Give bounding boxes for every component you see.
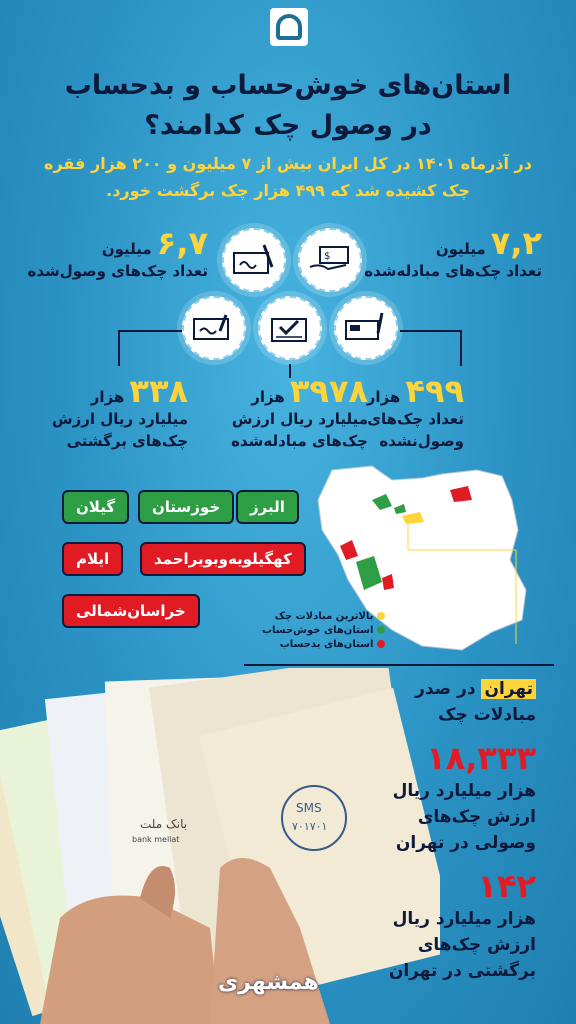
stat-value: ۳۹۷۸ <box>289 372 368 410</box>
stat-value: ۴۹۹ <box>405 372 464 410</box>
hand-check-icon <box>298 228 362 292</box>
stat-label: وصول‌نشده <box>379 432 464 450</box>
stat-label: تعداد چک‌های مبادله‌شده <box>364 262 542 280</box>
legend-dot-icon <box>377 640 385 648</box>
stat-label: تعداد چک‌های وصول‌شده <box>27 262 208 280</box>
stat-value: ۶,۷ <box>156 224 208 262</box>
legend-dot-icon <box>377 626 385 634</box>
legend-label: بالاترین مبادلات چک <box>274 611 374 622</box>
tehran-bounced-label: ارزش چک‌های <box>417 935 536 955</box>
stat-label: تعداد چک‌های <box>367 410 464 428</box>
check-checkmark-icon <box>258 296 322 360</box>
stat-unit: میلیون <box>101 240 152 258</box>
tehran-collected-label: ارزش چک‌های <box>417 807 536 827</box>
intro-line-1: در آذرماه ۱۴۰۱ در کل ایران بیش از ۷ میلیون و ۲۰۰ هزار فقره <box>44 154 532 173</box>
tehran-bounced-label: برگشتی در تهران <box>388 961 536 981</box>
bank-name-en: bank mellat <box>132 835 180 844</box>
stat-unit: هزار <box>251 388 285 406</box>
stat-label: چک‌های مبادله‌شده <box>231 432 368 450</box>
connector-right <box>400 330 462 366</box>
stat-unit: میلیون <box>435 240 486 258</box>
tehran-highlight: تهران <box>481 679 536 699</box>
signed-check-icon <box>222 228 286 292</box>
stat-exchanged-count <box>352 226 542 282</box>
bank-name-text: بانک ملت <box>140 817 188 831</box>
legend-label: استان‌های بدحساب <box>279 639 374 650</box>
page-title <box>30 66 546 146</box>
title-line-2: در وصول چک کدامند؟ <box>144 110 432 141</box>
tehran-collected-value: ۱۸,۳۳۳ <box>426 739 536 777</box>
stat-value: ۳۳۸ <box>129 372 188 410</box>
tehran-lead-2: مبادلات چک <box>438 705 536 725</box>
stat-label: چک‌های برگشتی <box>66 432 188 450</box>
province-tag-bad: کهگیلویه‌وبویراحمد <box>140 542 306 576</box>
tehran-bounced-label: هزار میلیارد ریال <box>392 909 536 929</box>
province-tag-bad: ایلام <box>62 542 123 576</box>
legend-dot-icon <box>377 612 385 620</box>
stat-label: میلیارد ریال ارزش <box>231 410 368 428</box>
tehran-lead: در صدر <box>415 679 482 699</box>
tehran-collected-label: هزار میلیارد ریال <box>392 781 536 801</box>
section-divider <box>244 664 554 666</box>
stat-collected-count <box>8 226 208 282</box>
tehran-section <box>326 676 536 984</box>
svg-text:$: $ <box>324 251 331 262</box>
legend-item <box>262 610 385 624</box>
tehran-collected-label: وصولی در تهران <box>395 833 536 853</box>
legend-item <box>262 638 385 652</box>
province-tag-good: خوزستان <box>138 490 234 524</box>
stat-label: میلیارد ریال ارزش <box>51 410 188 428</box>
intro-line-2: چک کشیده شد که ۴۹۹ هزار چک برگشت خورد. <box>106 181 470 200</box>
sms-stamp-number: ۷۰۱۷۰۱ <box>292 820 328 833</box>
stat-unit: هزار <box>90 388 125 406</box>
check-signature-icon <box>334 296 398 360</box>
hamshahri-footer-logo: همشهری <box>218 970 319 995</box>
tehran-bounced-value: ۱۴۲ <box>477 867 536 905</box>
province-tag-good: گیلان <box>62 490 129 524</box>
hamshahri-logo-icon <box>270 8 308 46</box>
intro-text <box>26 150 550 204</box>
map-legend <box>262 610 385 652</box>
legend-item <box>262 624 385 638</box>
stat-exchanged-value <box>218 374 368 452</box>
legend-label: استان‌های خوش‌حساب <box>262 625 374 636</box>
sms-stamp-text: SMS <box>296 801 322 815</box>
stat-value: ۷,۲ <box>490 224 542 262</box>
province-tag-good: البرز <box>236 490 299 524</box>
check-pen-icon <box>182 296 246 360</box>
stat-uncollected-count <box>354 374 464 452</box>
connector-left <box>118 330 182 366</box>
title-line-1: استان‌های خوش‌حساب و بدحساب <box>64 70 512 101</box>
stat-bounced-value <box>48 374 188 452</box>
stat-unit: هزار <box>366 388 401 406</box>
province-tag-bad: خراسان‌شمالی <box>62 594 200 628</box>
